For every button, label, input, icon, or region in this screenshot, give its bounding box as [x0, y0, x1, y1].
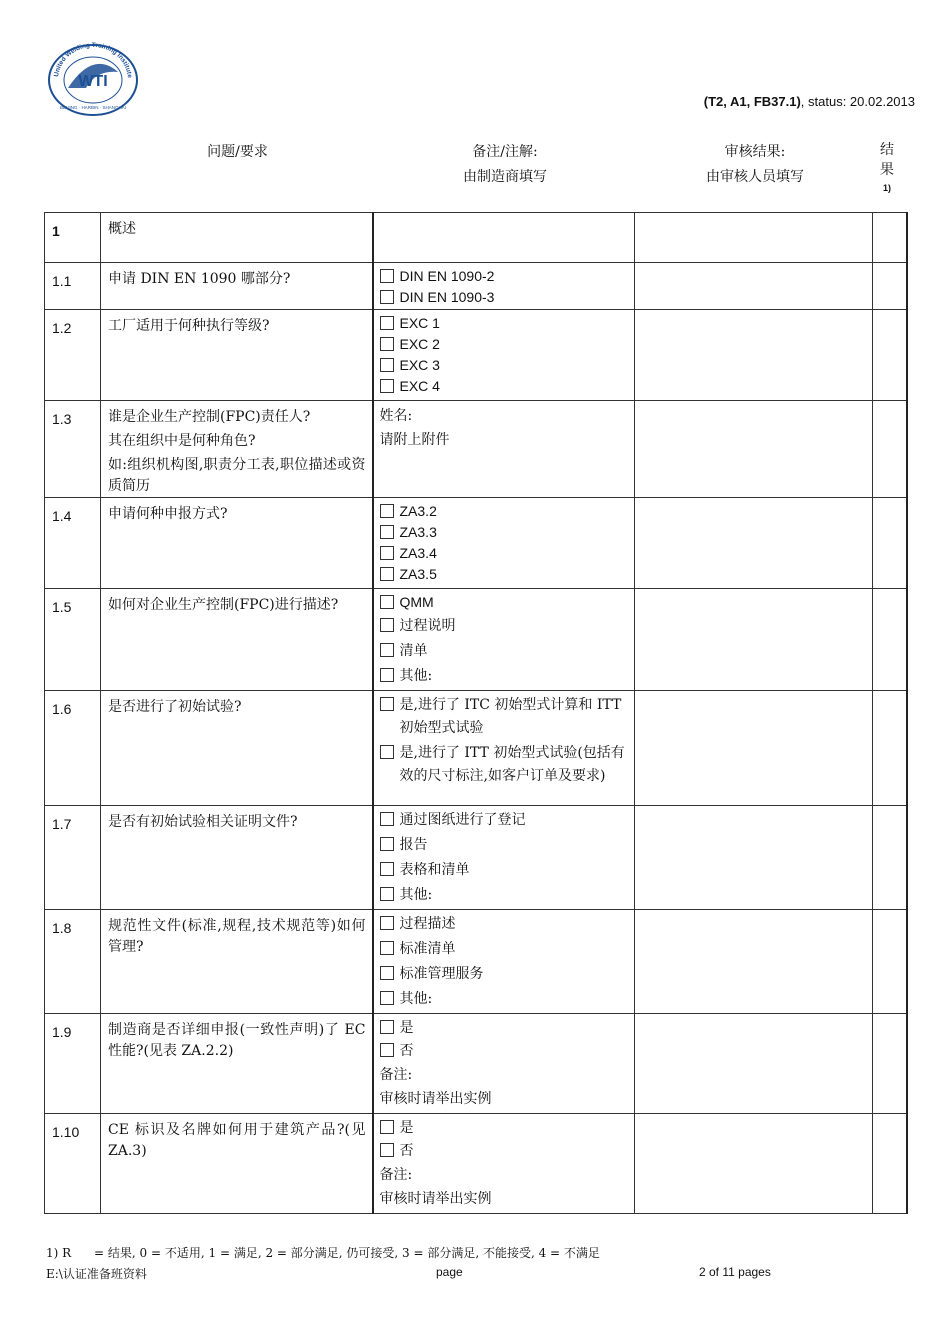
audit-result-cell[interactable]	[635, 1114, 873, 1214]
option-item	[380, 665, 631, 688]
option-label: 清单	[399, 643, 428, 659]
question-cell	[101, 213, 373, 263]
checkbox[interactable]	[380, 812, 394, 826]
notes-cell	[373, 498, 635, 589]
notes-cell	[373, 263, 635, 310]
checkbox[interactable]	[380, 643, 394, 657]
option-label: EXC 2	[399, 336, 440, 352]
option-item	[380, 313, 631, 334]
column-header-audit-line1: 审核结果:	[724, 144, 786, 160]
option-label: 表格和清单	[399, 862, 470, 878]
checkbox[interactable]	[380, 745, 394, 759]
option-label: 报告	[399, 837, 428, 853]
option-item	[380, 1117, 631, 1140]
option-item	[380, 543, 631, 564]
checkbox[interactable]	[380, 991, 394, 1005]
option-label: 否	[399, 1043, 414, 1059]
row-number: 1.3	[45, 401, 101, 498]
footer-path: E:\认证准备班资料	[46, 1267, 147, 1281]
option-label: 标准清单	[399, 941, 456, 957]
logo-sub-text: BEIJING · HARBIN · SHANGHAI	[59, 105, 127, 110]
result-code-cell[interactable]	[873, 498, 907, 589]
column-header-notes-line2: 由制造商填写	[463, 169, 547, 185]
checkbox[interactable]	[380, 862, 394, 876]
checkbox[interactable]	[380, 504, 394, 518]
result-code-cell[interactable]	[873, 589, 907, 691]
audit-result-cell[interactable]	[635, 401, 873, 498]
question-text: 如:组织机构图,职责分工表,职位描述或资质简历	[108, 457, 366, 494]
option-label: ZA3.4	[399, 545, 437, 561]
checkbox[interactable]	[380, 887, 394, 901]
result-code-cell[interactable]	[873, 1014, 907, 1114]
question-cell	[101, 910, 373, 1014]
question-text: 是否进行了初始试验?	[108, 699, 242, 715]
audit-result-cell[interactable]	[635, 806, 873, 910]
option-item	[380, 988, 631, 1011]
checkbox[interactable]	[380, 567, 394, 581]
row-number: 1.10	[45, 1114, 101, 1214]
logo-center-text: WTI	[78, 73, 108, 90]
option-label: ZA3.2	[399, 503, 437, 519]
option-label: 否	[399, 1143, 414, 1159]
option-item	[380, 615, 631, 638]
option-label: 是,进行了 ITT 初始型式试验(包括有效的尺寸标注,如客户订单及要求)	[399, 745, 625, 784]
option-item	[380, 859, 631, 882]
row-number: 1.6	[45, 691, 101, 806]
row-number: 1	[45, 213, 101, 263]
note-text: 备注:	[379, 1067, 413, 1083]
footer-page-number: 2 of 11 pages	[699, 1265, 771, 1279]
option-item	[380, 355, 631, 376]
result-code-cell[interactable]	[873, 310, 907, 401]
option-item	[380, 742, 631, 788]
checkbox[interactable]	[380, 1143, 394, 1157]
column-header-question	[180, 140, 295, 165]
checkbox[interactable]	[380, 1120, 394, 1134]
checkbox[interactable]	[380, 697, 394, 711]
table-row	[45, 589, 907, 691]
option-item	[380, 963, 631, 986]
column-header-result-footnote: 1)	[882, 183, 891, 193]
table-row	[45, 806, 907, 910]
question-text: 其在组织中是何种角色?	[108, 433, 256, 449]
notes-cell	[373, 310, 635, 401]
audit-result-cell[interactable]	[635, 691, 873, 806]
checkbox[interactable]	[380, 941, 394, 955]
table-row	[45, 310, 907, 401]
option-label: 是,进行了 ITC 初始型式计算和 ITT 初始型式试验	[399, 697, 622, 736]
option-label: 其他:	[399, 668, 433, 684]
result-code-cell[interactable]	[873, 213, 907, 263]
checkbox[interactable]	[380, 290, 394, 304]
table-row	[45, 1114, 907, 1214]
option-item	[380, 501, 631, 522]
checkbox[interactable]	[380, 595, 394, 609]
checkbox[interactable]	[380, 379, 394, 393]
question-cell	[101, 263, 373, 310]
table-row	[45, 213, 907, 263]
option-item	[380, 1017, 631, 1040]
table-row	[45, 691, 907, 806]
table-row	[45, 1014, 907, 1114]
result-code-cell[interactable]	[873, 910, 907, 1014]
column-header-result	[872, 140, 902, 198]
footer-page-label: page	[436, 1265, 463, 1279]
document-reference	[704, 94, 915, 109]
audit-result-cell[interactable]	[635, 1014, 873, 1114]
table-row	[45, 401, 907, 498]
option-label: 过程说明	[399, 618, 456, 634]
question-cell	[101, 1014, 373, 1114]
checkbox[interactable]	[380, 546, 394, 560]
question-text: 申请何种申报方式?	[108, 506, 228, 522]
audit-result-cell[interactable]	[635, 263, 873, 310]
result-code-cell[interactable]	[873, 1114, 907, 1214]
notes-cell	[373, 401, 635, 498]
option-label: EXC 1	[399, 315, 440, 331]
note-text: 姓名:	[379, 408, 413, 424]
doc-code: (T2, A1, FB37.1)	[703, 94, 801, 109]
option-label: 过程描述	[399, 916, 456, 932]
column-header-result-line2: 果	[880, 162, 894, 178]
row-number: 1.1	[45, 263, 101, 310]
option-item	[380, 809, 631, 832]
audit-checklist-table	[44, 212, 908, 1214]
footnote-legend: 1) R = 结果, 0 = 不适用, 1 = 满足, 2 = 部分满足, 仍可接受, 3 = 部分满足, 不能接受, 4 = 不满足	[46, 1246, 600, 1260]
question-text: 概述	[108, 221, 136, 237]
result-code-cell[interactable]	[873, 401, 907, 498]
notes-cell	[373, 213, 635, 263]
notes-cell	[373, 589, 635, 691]
option-label: DIN EN 1090-2	[399, 268, 495, 284]
notes-cell	[373, 910, 635, 1014]
result-code-cell[interactable]	[873, 806, 907, 910]
audit-result-cell[interactable]	[635, 589, 873, 691]
notes-cell	[373, 806, 635, 910]
checkbox[interactable]	[380, 837, 394, 851]
checkbox[interactable]	[380, 337, 394, 351]
question-text: 规范性文件(标准,规程,技术规范等)如何管理?	[108, 918, 366, 955]
audit-result-cell[interactable]	[635, 310, 873, 401]
question-text: 制造商是否详细申报(一致性声明)了 EC 性能?(见表 ZA.2.2)	[108, 1022, 366, 1059]
notes-cell	[373, 1014, 635, 1114]
question-cell	[101, 401, 373, 498]
option-label: DIN EN 1090-3	[399, 289, 495, 305]
option-label: ZA3.3	[399, 524, 437, 540]
option-item	[380, 564, 631, 585]
option-label: 其他:	[399, 887, 433, 903]
option-item	[380, 694, 631, 740]
checkbox[interactable]	[380, 1020, 394, 1034]
column-header-question-text: 问题/要求	[207, 144, 268, 160]
note-text: 备注:	[379, 1167, 413, 1183]
question-cell	[101, 691, 373, 806]
option-item	[380, 287, 631, 308]
column-header-audit-line2: 由审核人员填写	[706, 169, 804, 185]
row-number: 1.2	[45, 310, 101, 401]
option-item	[380, 834, 631, 857]
row-number: 1.5	[45, 589, 101, 691]
row-number: 1.7	[45, 806, 101, 910]
question-cell	[101, 498, 373, 589]
checkbox[interactable]	[380, 525, 394, 539]
column-header-notes-line1: 备注/注解:	[472, 144, 538, 160]
checkbox[interactable]	[380, 618, 394, 632]
logo-ring-text: United Welding Training Institute	[53, 41, 133, 79]
question-text: 工厂适用于何种执行等级?	[108, 318, 270, 334]
option-item	[380, 266, 631, 287]
checkbox[interactable]	[380, 316, 394, 330]
question-text: 谁是企业生产控制(FPC)责任人?	[108, 409, 311, 425]
question-cell	[101, 589, 373, 691]
option-item	[380, 334, 631, 355]
question-text: 是否有初始试验相关证明文件?	[108, 814, 298, 830]
option-label: 是	[399, 1120, 414, 1136]
table-row	[45, 910, 907, 1014]
option-label: 标准管理服务	[399, 966, 484, 982]
column-header-audit	[670, 140, 840, 190]
notes-cell	[373, 691, 635, 806]
option-label: 其他:	[399, 991, 433, 1007]
checkbox[interactable]	[380, 358, 394, 372]
question-text: CE 标识及名牌如何用于建筑产品?(见 ZA.3)	[108, 1122, 366, 1159]
option-item	[380, 1140, 631, 1163]
option-item	[380, 1040, 631, 1063]
option-item	[380, 938, 631, 961]
table-row	[45, 498, 907, 589]
option-label: 通过图纸进行了登记	[399, 812, 526, 828]
table-row	[45, 263, 907, 310]
row-number: 1.8	[45, 910, 101, 1014]
checkbox[interactable]	[380, 668, 394, 682]
checkbox[interactable]	[380, 1043, 394, 1057]
note-text: 请附上附件	[379, 432, 450, 448]
notes-cell	[373, 1114, 635, 1214]
checkbox[interactable]	[380, 269, 394, 283]
option-item	[380, 592, 631, 613]
note-text: 审核时请举出实例	[379, 1091, 492, 1107]
question-text: 申请 DIN EN 1090 哪部分?	[108, 271, 291, 287]
row-number: 1.9	[45, 1014, 101, 1114]
audit-result-cell[interactable]	[635, 498, 873, 589]
checkbox[interactable]	[380, 966, 394, 980]
option-label: 是	[399, 1020, 414, 1036]
option-item	[380, 913, 631, 936]
question-text: 如何对企业生产控制(FPC)进行描述?	[108, 597, 339, 613]
note-text: 审核时请举出实例	[379, 1191, 492, 1207]
option-item	[380, 640, 631, 663]
column-header-result-line1: 结	[880, 142, 894, 158]
option-label: ZA3.5	[399, 566, 437, 582]
question-cell	[101, 806, 373, 910]
option-label: QMM	[399, 594, 434, 610]
option-label: EXC 3	[399, 357, 440, 373]
checkbox[interactable]	[380, 916, 394, 930]
option-item	[380, 376, 631, 397]
option-label: EXC 4	[399, 378, 440, 394]
doc-status: , status: 20.02.2013	[800, 94, 915, 109]
option-item	[380, 884, 631, 907]
audit-result-cell[interactable]	[635, 910, 873, 1014]
question-cell	[101, 310, 373, 401]
question-cell	[101, 1114, 373, 1214]
audit-result-cell[interactable]	[635, 213, 873, 263]
result-code-cell[interactable]	[873, 263, 907, 310]
column-header-notes	[430, 140, 580, 190]
wti-logo	[46, 40, 140, 116]
row-number: 1.4	[45, 498, 101, 589]
result-code-cell[interactable]	[873, 691, 907, 806]
option-item	[380, 522, 631, 543]
